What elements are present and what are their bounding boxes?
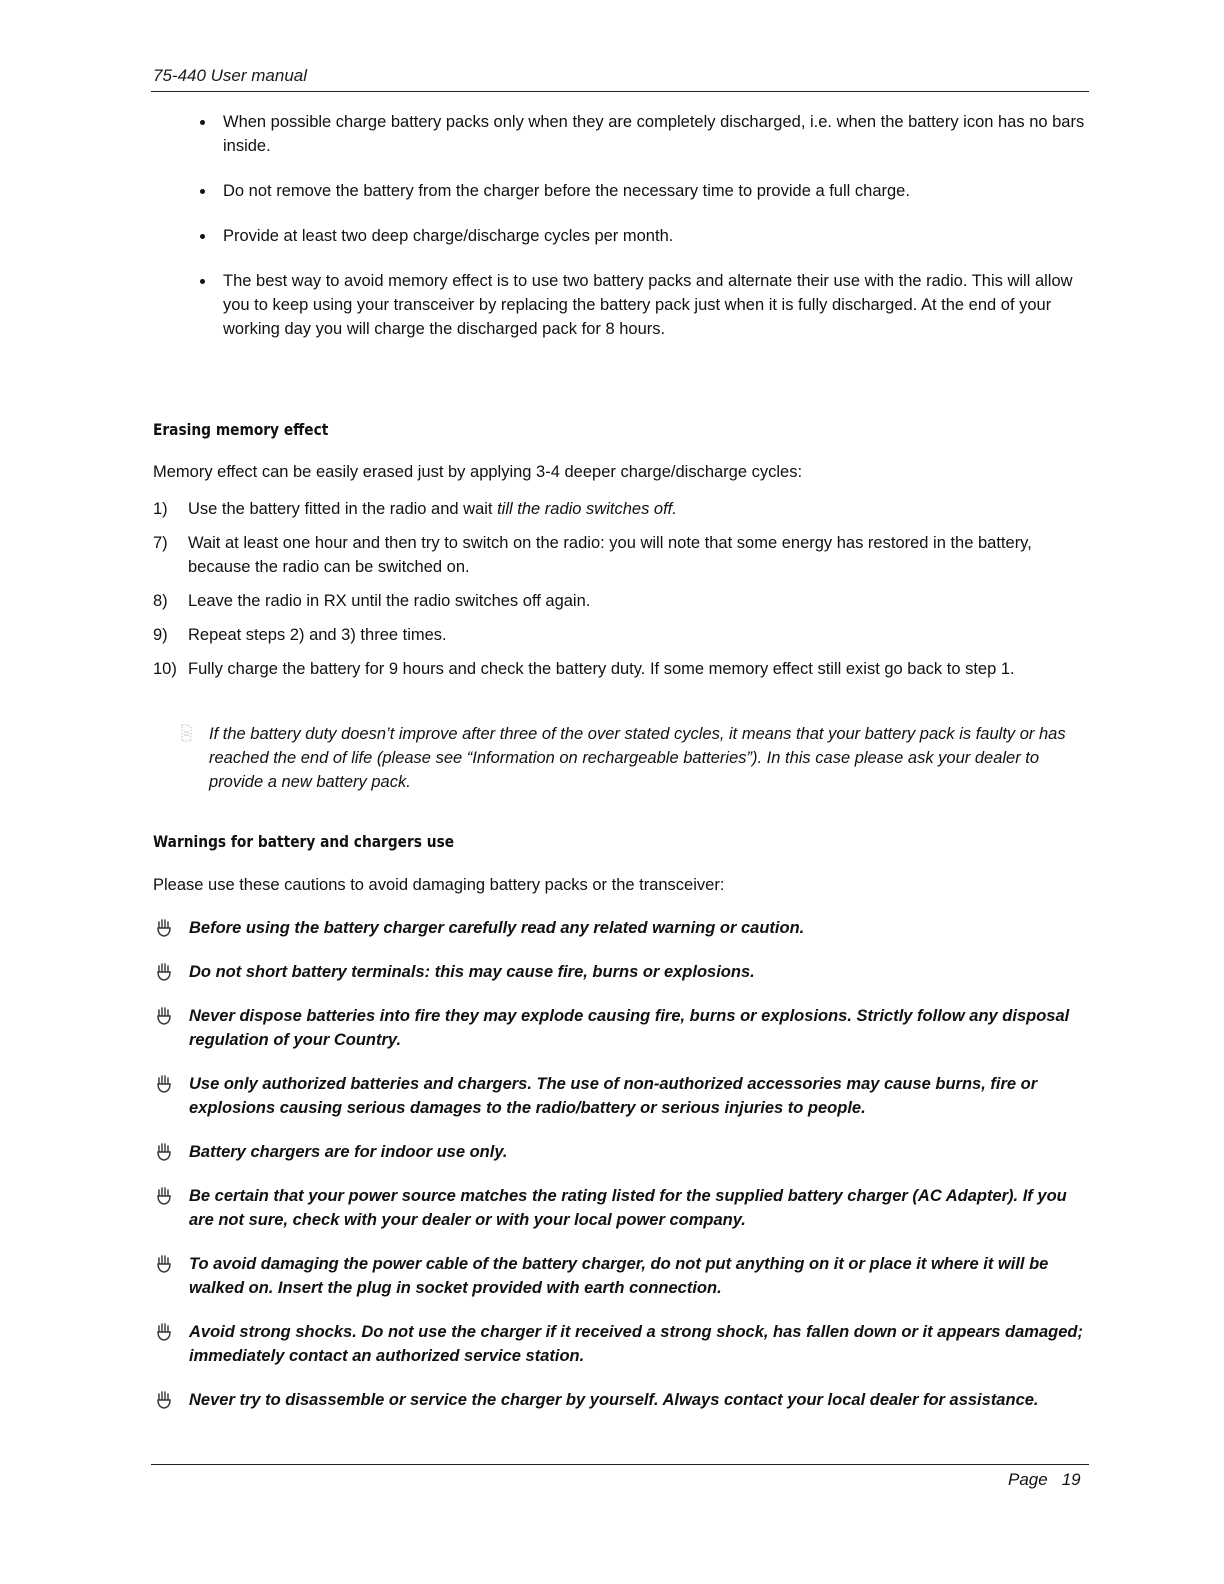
tips-bullet-list [180, 110, 1088, 362]
hand-icon [155, 1142, 173, 1162]
warning-item [153, 1320, 1088, 1368]
page-number: 19 [1061, 1470, 1081, 1489]
warning-item [153, 1388, 1088, 1412]
bullet-dot-icon [200, 120, 205, 125]
section-heading-warnings: Warnings for battery and chargers use [153, 832, 455, 851]
bullet-item [180, 110, 1088, 158]
step-item [153, 497, 1088, 521]
bullet-dot-icon [200, 234, 205, 239]
note-text: If the battery duty doesn’t improve after three of the over stated cycles, it means that your battery pack is faulty or has reached the end of life (please see “Information on rechargeable batteries”). In this case please ask your dealer to provide a new battery pack. [209, 725, 1066, 791]
header-title: 75-440 User manual [153, 66, 308, 85]
hand-icon [155, 962, 173, 982]
warning-text: Do not short battery terminals: this may cause fire, burns or explosions. [189, 963, 755, 981]
warning-text: Be certain that your power source matches the rating listed for the supplied battery charger (AC Adapter). If you are not sure, check with your dealer or with your local power company. [189, 1187, 1067, 1229]
warning-text: Use only authorized batteries and chargers. The use of non-authorized accessories may cause burns, fire or explosions causing serious damages to the radio/battery or serious injuries to people. [189, 1075, 1038, 1117]
note-icon [180, 724, 192, 742]
note-icon-graphic [180, 724, 192, 742]
bullet-text: When possible charge battery packs only when they are completely discharged, i.e. when the battery icon has no bars inside. [223, 113, 1085, 155]
bullet-text: Provide at least two deep charge/discharge cycles per month. [223, 227, 674, 245]
section-heading-erasing: Erasing memory effect [153, 420, 329, 439]
warning-text: Never dispose batteries into fire they may explode causing fire, burns or explosions. Strictly follow any disposal regulation of your Country. [189, 1007, 1070, 1049]
step-text: Wait at least one hour and then try to switch on the radio: you will note that some energy has restored in the battery, because the radio can be switched on. [188, 534, 1032, 576]
warning-text: Battery chargers are for indoor use only. [189, 1143, 508, 1161]
hand-icon [155, 1186, 173, 1206]
warnings-list [153, 916, 1088, 1432]
warning-item [153, 960, 1088, 984]
step-item [153, 531, 1088, 579]
warning-text: Never try to disassemble or service the charger by yourself. Always contact your local dealer for assistance. [189, 1391, 1039, 1409]
step-number: 1) [153, 500, 168, 518]
step-number: 7) [153, 534, 168, 552]
bullet-item [180, 224, 1088, 248]
step-item [153, 589, 1088, 613]
step-number: 10) [153, 660, 177, 678]
hand-icon [155, 1006, 173, 1026]
warning-item [153, 1252, 1088, 1300]
bullet-dot-icon [200, 279, 205, 284]
hand-icon [155, 1322, 173, 1342]
step-text: Repeat steps 2) and 3) three times. [188, 626, 447, 644]
warning-text: To avoid damaging the power cable of the battery charger, do not put anything on it or place it where it will be walked on. Insert the plug in socket provided with earth connection. [189, 1255, 1049, 1297]
warning-text: Before using the battery charger carefully read any related warning or caution. [189, 919, 805, 937]
bullet-item [180, 269, 1088, 341]
step-item [153, 623, 1088, 647]
hand-icon [155, 1074, 173, 1094]
step-number: 8) [153, 592, 168, 610]
warning-item [153, 1004, 1088, 1052]
step-text-italic: till the radio switches off. [497, 500, 677, 518]
footer-divider [151, 1464, 1089, 1465]
hand-icon [155, 1390, 173, 1410]
step-item [153, 657, 1088, 681]
step-text: Leave the radio in RX until the radio switches off again. [188, 592, 591, 610]
bullet-text: Do not remove the battery from the charger before the necessary time to provide a full charge. [223, 182, 910, 200]
bullet-text: The best way to avoid memory effect is to use two battery packs and alternate their use with the radio. This will allow you to keep using your transceiver by replacing the battery pack just when it is fully discharged. At the end of your working day you will charge the discharged pack for 8 hours. [223, 272, 1073, 338]
bullet-dot-icon [200, 189, 205, 194]
step-text: Use the battery fitted in the radio and wait [188, 500, 498, 518]
warning-text: Avoid strong shocks. Do not use the charger if it received a strong shock, has fallen down or it appears damaged; immediately contact an authorized service station. [189, 1323, 1083, 1365]
step-text: Fully charge the battery for 9 hours and check the battery duty. If some memory effect still exist go back to step 1. [188, 660, 1015, 678]
warning-item [153, 916, 1088, 940]
warning-item [153, 1072, 1088, 1120]
step-number: 9) [153, 626, 168, 644]
warnings-intro: Please use these cautions to avoid damaging battery packs or the transceiver: [153, 876, 725, 894]
warning-item [153, 1140, 1088, 1164]
page-label: Page [1008, 1470, 1048, 1489]
hand-icon [155, 918, 173, 938]
warning-item [153, 1184, 1088, 1232]
note-block [180, 722, 1088, 794]
bullet-item [180, 179, 1088, 203]
hand-icon [155, 1254, 173, 1274]
erasing-steps-list [153, 497, 1088, 691]
page-number-footer [1008, 1470, 1081, 1490]
header-divider [151, 91, 1089, 92]
erasing-intro: Memory effect can be easily erased just by applying 3-4 deeper charge/discharge cycles: [153, 463, 803, 481]
